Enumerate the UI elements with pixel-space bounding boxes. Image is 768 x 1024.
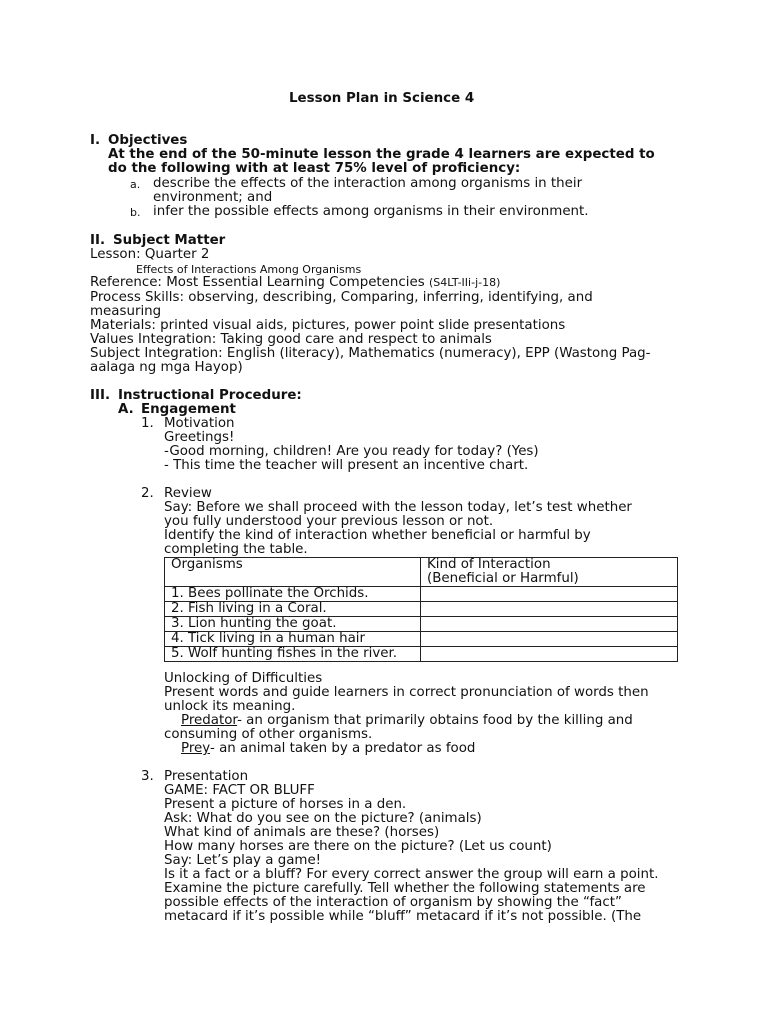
unlocking-intro-line2: unlock its meaning.: [164, 699, 296, 714]
interaction-table: [164, 557, 678, 662]
review-label: Review: [164, 486, 212, 501]
objective-b-marker: b.: [130, 206, 141, 219]
predator-definition-line1: [181, 714, 633, 728]
table-cell-organism: 2. Fish living in a Coral.: [165, 602, 421, 617]
prey-definition: - an animal taken by a predator as food: [209, 741, 476, 756]
motivation-line: - This time the teacher will present an incentive chart.: [164, 458, 529, 473]
subject-integration-line2: aalaga ng mga Hayop): [90, 360, 243, 375]
reference-code: (S4LT-IIi-j-18): [428, 276, 501, 289]
presentation-line: How many horses are there on the picture? (Let us count): [164, 839, 552, 854]
values-integration-line: Values Integration: Taking good care and respect to animals: [90, 332, 492, 347]
procedure-numeral: III.: [90, 388, 111, 403]
materials-line: Materials: printed visual aids, pictures, power point slide presentations: [90, 318, 566, 333]
procedure-heading: Instructional Procedure:: [118, 388, 302, 403]
review-line: Say: Before we shall proceed with the lesson today, let’s test whether: [164, 500, 632, 515]
table-row: [165, 647, 678, 662]
lesson-topic: Effects of Interactions Among Organisms: [136, 263, 362, 276]
presentation-line: What kind of animals are these? (horses): [164, 825, 440, 840]
section-a-label: Engagement: [141, 402, 236, 417]
review-line: completing the table.: [164, 542, 308, 557]
table-header-kind: [421, 558, 678, 587]
presentation-line: Say: Let’s play a game!: [164, 853, 322, 868]
objective-b-line1: infer the possible effects among organisms in their environment.: [153, 204, 589, 219]
table-cell-answer: [421, 602, 678, 617]
predator-definition-line2: consuming of other organisms.: [164, 727, 373, 742]
presentation-line: Present a picture of horses in a den.: [164, 797, 407, 812]
objectives-intro-line1: At the end of the 50-minute lesson the grade 4 learners are expected to: [108, 147, 655, 162]
presentation-line: Examine the picture carefully. Tell whether the following statements are: [164, 881, 646, 896]
prey-term: Prey: [181, 741, 210, 756]
prey-definition-line: [181, 742, 475, 756]
review-line: you fully understood your previous lesson or not.: [164, 514, 494, 529]
table-cell-organism: 3. Lion hunting the goat.: [165, 617, 421, 632]
table-header-organisms: Organisms: [165, 558, 421, 587]
predator-term: Predator: [181, 713, 238, 728]
subject-matter-heading: Subject Matter: [113, 233, 226, 248]
lesson-line: Lesson: Quarter 2: [90, 247, 210, 262]
table-header-kind-line1: Kind of Interaction: [427, 557, 551, 572]
unlocking-intro-line1: Present words and guide learners in correct pronunciation of words then: [164, 685, 649, 700]
table-row: [165, 602, 678, 617]
review-number: 2.: [141, 486, 154, 501]
table-row: [165, 617, 678, 632]
table-cell-answer: [421, 632, 678, 647]
presentation-line: possible effects of the interaction of organism by showing the “fact”: [164, 895, 622, 910]
subject-matter-numeral: II.: [90, 233, 106, 248]
review-line: Identify the kind of interaction whether beneficial or harmful by: [164, 528, 591, 543]
table-header-kind-line2: (Beneficial or Harmful): [427, 571, 579, 586]
objective-a-line1: describe the effects of the interaction among organisms in their: [153, 176, 583, 191]
process-skills-line1: Process Skills: observing, describing, Comparing, inferring, identifying, and: [90, 290, 593, 305]
motivation-line: -Good morning, children! Are you ready for today? (Yes): [164, 444, 539, 459]
presentation-line: Is it a fact or a bluff? For every correct answer the group will earn a point.: [164, 867, 659, 882]
objectives-intro-line2: do the following with at least 75% level of proficiency:: [108, 161, 521, 176]
reference-text: Reference: Most Essential Learning Competencies: [90, 275, 425, 290]
unlocking-heading: Unlocking of Difficulties: [164, 671, 323, 686]
subject-integration-line1: Subject Integration: English (literacy), Mathematics (numeracy), EPP (Wastong Pag-: [90, 346, 651, 361]
motivation-number: 1.: [141, 416, 154, 431]
presentation-line: metacard if it’s possible while “bluff” metacard if it’s not possible. (The: [164, 909, 642, 924]
table-cell-organism: 5. Wolf hunting fishes in the river.: [165, 647, 421, 662]
objective-a-marker: a.: [130, 178, 141, 191]
table-row: [165, 632, 678, 647]
objectives-numeral: I.: [90, 133, 101, 148]
presentation-line: Ask: What do you see on the picture? (animals): [164, 811, 482, 826]
table-header-row: [165, 558, 678, 587]
presentation-line: GAME: FACT OR BLUFF: [164, 783, 315, 798]
table-cell-answer: [421, 647, 678, 662]
table-cell-answer: [421, 587, 678, 602]
presentation-label: Presentation: [164, 769, 249, 784]
section-a-marker: A.: [118, 402, 134, 417]
reference-line: [90, 276, 500, 290]
motivation-label: Motivation: [164, 416, 235, 431]
table-cell-answer: [421, 617, 678, 632]
table-row: [165, 587, 678, 602]
objectives-heading: Objectives: [108, 133, 188, 148]
presentation-number: 3.: [141, 769, 154, 784]
table-cell-organism: 4. Tick living in a human hair: [165, 632, 421, 647]
objective-a-line2: environment; and: [153, 190, 273, 205]
table-cell-organism: 1. Bees pollinate the Orchids.: [165, 587, 421, 602]
document-title: Lesson Plan in Science 4: [289, 91, 475, 106]
process-skills-line2: measuring: [90, 304, 162, 319]
motivation-line: Greetings!: [164, 430, 235, 445]
predator-definition: - an organism that primarily obtains food by the killing and: [237, 713, 633, 728]
